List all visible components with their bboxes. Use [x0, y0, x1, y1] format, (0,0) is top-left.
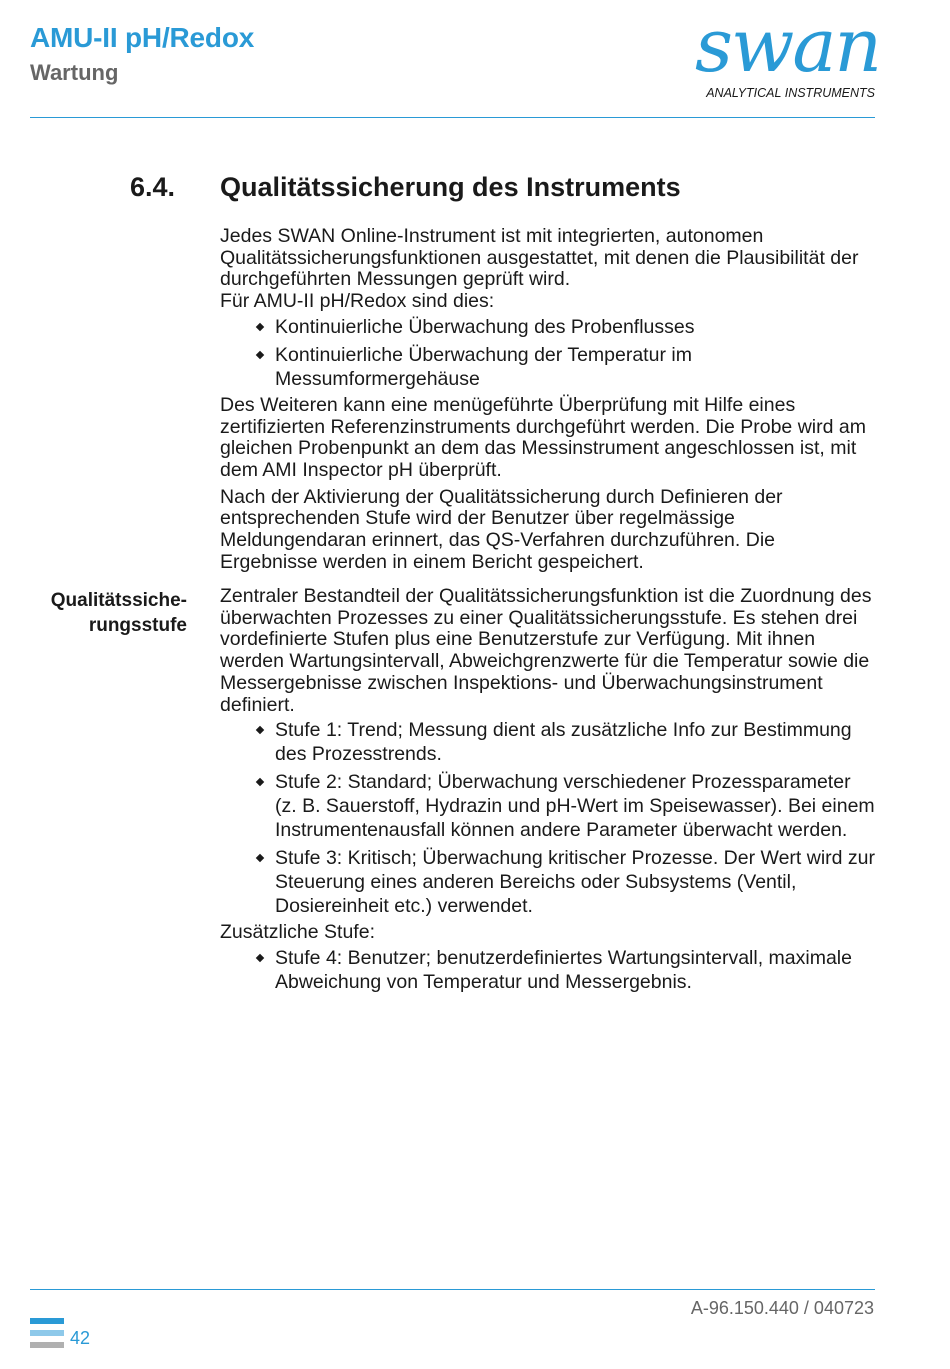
list-item — [220, 718, 875, 766]
page-number: 42 — [70, 1328, 91, 1348]
document-title: AMU-II pH/Redox — [30, 22, 255, 53]
side-label: Qualitätssiche- rungsstufe — [50, 590, 187, 636]
footer-divider — [30, 1289, 875, 1290]
section-title: Qualitätssicherung des Instruments — [220, 172, 681, 202]
intro-paragraph: Nach der Aktivierung der Qualitätssicherung durch Definieren der entsprechenden Stufe wird der Benutzer über regelmässige Meldungendaran erinnert, das QS-Verfahren durchzuführen. Die Ergebnisse werden in einem Bericht gespeichert. — [220, 485, 783, 573]
list-item — [220, 315, 875, 339]
intro-bullet-list — [220, 315, 875, 391]
list-item-text: Stufe 1: Trend; Messung dient als zusätzliche Info zur Bestimmung des Prozesstrends. — [275, 719, 852, 766]
header-divider — [30, 117, 875, 118]
qs-bullet-list-additional — [220, 946, 875, 994]
list-item-text: Stufe 2: Standard; Überwachung verschiedener Prozessparameter (z. B. Sauerstoff, Hydrazin und pH-Wert im Speisewasser). Bei einem Instrumentenausfall können andere Parameter überwacht werden. — [275, 771, 875, 842]
intro-paragraph: Des Weiteren kann eine menügeführte Überprüfung mit Hilfe eines zertifizierten Referenzinstruments durchgeführt werden. Die Probe wird am gleichen Probenpunkt an dem das Messinstrument angeschlossen ist, mit dem AMI Inspector pH überprüft. — [220, 393, 866, 481]
logo-wordmark: swan — [695, 3, 881, 89]
list-item — [220, 846, 875, 918]
qs-bullet-list — [220, 718, 875, 918]
list-item-text: Kontinuierliche Überwachung des Probenflusses — [275, 315, 695, 338]
diamond-bullet-icon — [256, 954, 264, 962]
diamond-bullet-icon — [256, 854, 264, 862]
list-item-text: Stufe 4: Benutzer; benutzerdefiniertes Wartungsintervall, maximale Abweichung von Temperatur und Messergebnis. — [275, 946, 852, 993]
diamond-bullet-icon — [256, 778, 264, 786]
list-item — [220, 770, 875, 842]
intro-body — [220, 226, 875, 573]
list-item — [220, 343, 875, 391]
swan-logo — [695, 3, 881, 102]
diamond-bullet-icon — [256, 351, 264, 359]
footer-bars-icon — [30, 1318, 64, 1354]
document-reference: A-96.150.440 / 040723 — [690, 1298, 874, 1318]
footer-bar — [30, 1318, 64, 1324]
intro-paragraph: Für AMU-II pH/Redox sind dies: — [220, 290, 495, 313]
section-number: 6.4. — [130, 172, 176, 202]
footer-bar — [30, 1330, 64, 1336]
list-item-text: Kontinuierliche Überwachung der Temperatur im Messumformergehäuse — [275, 343, 692, 390]
qs-paragraph: Zusätzliche Stufe: — [220, 921, 375, 944]
chapter-title: Wartung — [30, 60, 119, 85]
list-item — [220, 946, 875, 994]
footer-bar — [30, 1342, 64, 1348]
list-item-text: Stufe 3: Kritisch; Überwachung kritischer Prozesse. Der Wert wird zur Steuerung eines anderen Bereichs oder Subsystems (Ventil, Dosiereinheit etc.) verwendet. — [275, 847, 876, 918]
qs-paragraph: Zentraler Bestandteil der Qualitätssicherungsfunktion ist die Zuordnung des überwachten Prozesses zu einer Qualitätssicherungsstufe. Es stehen drei vordefinierte Stufen plus eine Benutzerstufe zur Verfügung. Mit ihnen werden Wartungsintervall, Abweichgrenzwerte für die Temperatur sowie die Messergebnisse zwischen Inspektions- und Überwachungsinstrument definiert. — [220, 585, 872, 716]
diamond-bullet-icon — [256, 726, 264, 734]
logo-tagline: ANALYTICAL INSTRUMENTS — [706, 86, 875, 100]
diamond-bullet-icon — [256, 323, 264, 331]
intro-paragraph: Jedes SWAN Online-Instrument ist mit integrierten, autonomen Qualitätssicherungsfunktionen ausgestattet, mit denen die Plausibilität der durchgeführten Messungen geprüft wird. — [220, 225, 859, 291]
qs-level-body — [220, 586, 875, 998]
